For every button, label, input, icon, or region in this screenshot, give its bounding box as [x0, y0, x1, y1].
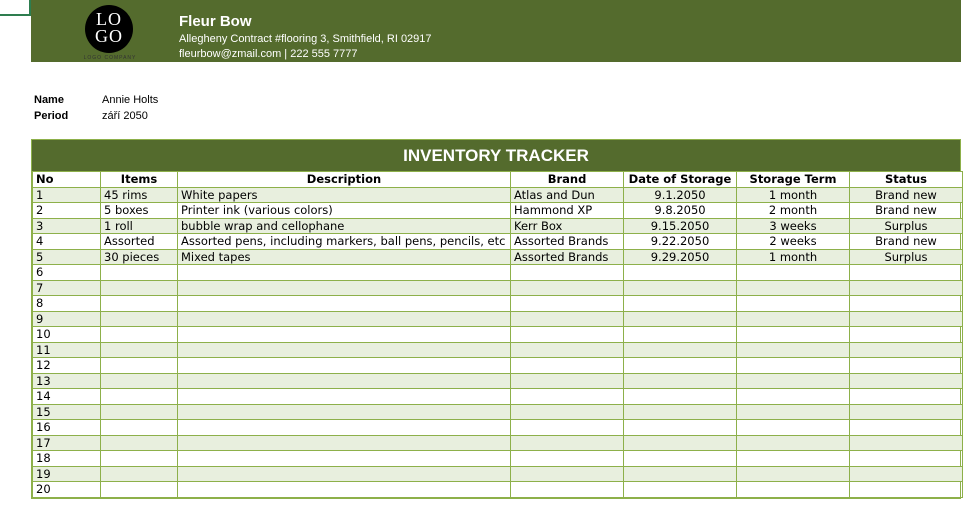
cell-description[interactable] [178, 342, 511, 358]
cell-description[interactable] [178, 373, 511, 389]
cell-status[interactable] [850, 435, 963, 451]
col-header-date-of-storage[interactable]: Date of Storage [624, 172, 737, 188]
cell-storage-term[interactable] [737, 342, 850, 358]
cell-date-of-storage[interactable] [624, 296, 737, 312]
cell-date-of-storage[interactable] [624, 311, 737, 327]
cell-items[interactable]: Assorted [101, 234, 178, 250]
cell-storage-term[interactable] [737, 265, 850, 281]
cell-storage-term[interactable] [737, 435, 850, 451]
cell-status[interactable] [850, 404, 963, 420]
table-row [33, 358, 963, 374]
table-row [33, 218, 963, 234]
cell-storage-term[interactable] [737, 296, 850, 312]
cell-status[interactable]: Brand new [850, 234, 963, 250]
col-header-storage-term[interactable]: Storage Term [737, 172, 850, 188]
cell-no[interactable]: 16 [33, 420, 101, 436]
cell-status[interactable]: Surplus [850, 249, 963, 265]
cell-no[interactable]: 14 [33, 389, 101, 405]
cell-description[interactable] [178, 404, 511, 420]
cell-brand[interactable] [511, 296, 624, 312]
table-row [33, 249, 963, 265]
cell-brand[interactable] [511, 420, 624, 436]
cell-storage-term[interactable]: 3 weeks [737, 218, 850, 234]
cell-date-of-storage[interactable] [624, 482, 737, 498]
name-value[interactable]: Annie Holts [102, 94, 159, 106]
cell-storage-term[interactable] [737, 373, 850, 389]
cell-no[interactable]: 9 [33, 311, 101, 327]
col-header-brand[interactable]: Brand [511, 172, 624, 188]
name-label: Name [34, 94, 64, 106]
cell-brand[interactable] [511, 358, 624, 374]
table-row [33, 466, 963, 482]
cell-brand[interactable] [511, 389, 624, 405]
cell-brand[interactable] [511, 482, 624, 498]
company-name: Fleur Bow [179, 13, 252, 30]
cell-status[interactable] [850, 327, 963, 343]
cell-brand[interactable]: Kerr Box [511, 218, 624, 234]
cell-items[interactable] [101, 404, 178, 420]
cell-brand[interactable]: Hammond XP [511, 203, 624, 219]
cell-description[interactable] [178, 482, 511, 498]
cell-description[interactable] [178, 420, 511, 436]
table-row [33, 482, 963, 498]
cell-status[interactable] [850, 265, 963, 281]
cell-date-of-storage[interactable]: 9.8.2050 [624, 203, 737, 219]
cell-items[interactable] [101, 358, 178, 374]
cell-description[interactable] [178, 296, 511, 312]
cell-brand[interactable]: Assorted Brands [511, 234, 624, 250]
cell-description[interactable] [178, 435, 511, 451]
table-row [33, 389, 963, 405]
cell-status[interactable]: Brand new [850, 187, 963, 203]
cell-items[interactable] [101, 311, 178, 327]
cell-no[interactable]: 11 [33, 342, 101, 358]
cell-status[interactable]: Brand new [850, 203, 963, 219]
cell-brand[interactable] [511, 451, 624, 467]
cell-description[interactable]: bubble wrap and cellophane [178, 218, 511, 234]
table-row [33, 342, 963, 358]
company-contact: fleurbow@zmail.com | 222 555 7777 [179, 48, 358, 60]
cell-description[interactable] [178, 466, 511, 482]
cell-items[interactable] [101, 327, 178, 343]
cell-date-of-storage[interactable] [624, 466, 737, 482]
cell-date-of-storage[interactable] [624, 451, 737, 467]
cell-no[interactable]: 13 [33, 373, 101, 389]
cell-date-of-storage[interactable]: 9.29.2050 [624, 249, 737, 265]
cell-description[interactable]: Mixed tapes [178, 249, 511, 265]
cell-storage-term[interactable] [737, 311, 850, 327]
cell-items[interactable] [101, 265, 178, 281]
cell-no[interactable]: 1 [33, 187, 101, 203]
cell-status[interactable] [850, 280, 963, 296]
cell-date-of-storage[interactable] [624, 420, 737, 436]
cell-status[interactable] [850, 451, 963, 467]
cell-status[interactable] [850, 296, 963, 312]
table-row [33, 296, 963, 312]
cell-status[interactable] [850, 358, 963, 374]
cell-brand[interactable] [511, 265, 624, 281]
cell-items[interactable] [101, 435, 178, 451]
cell-brand[interactable] [511, 280, 624, 296]
cell-selection-marker [0, 0, 34, 16]
cell-storage-term[interactable]: 2 weeks [737, 234, 850, 250]
col-header-no[interactable]: No [33, 172, 101, 188]
cell-status[interactable] [850, 373, 963, 389]
cell-no[interactable]: 6 [33, 265, 101, 281]
cell-status[interactable] [850, 466, 963, 482]
cell-date-of-storage[interactable]: 9.15.2050 [624, 218, 737, 234]
cell-description[interactable]: Assorted pens, including markers, ball pens, pencils, etc [178, 234, 511, 250]
cell-items[interactable] [101, 342, 178, 358]
cell-brand[interactable] [511, 466, 624, 482]
cell-description[interactable] [178, 451, 511, 467]
cell-date-of-storage[interactable] [624, 389, 737, 405]
cell-items[interactable] [101, 420, 178, 436]
cell-status[interactable]: Surplus [850, 218, 963, 234]
cell-items[interactable] [101, 389, 178, 405]
cell-no[interactable]: 2 [33, 203, 101, 219]
cell-storage-term[interactable] [737, 451, 850, 467]
cell-description[interactable] [178, 358, 511, 374]
cell-no[interactable]: 7 [33, 280, 101, 296]
cell-date-of-storage[interactable] [624, 280, 737, 296]
cell-date-of-storage[interactable] [624, 358, 737, 374]
period-value[interactable]: září 2050 [102, 110, 148, 122]
cell-no[interactable]: 12 [33, 358, 101, 374]
cell-date-of-storage[interactable] [624, 373, 737, 389]
cell-brand[interactable] [511, 327, 624, 343]
cell-storage-term[interactable] [737, 280, 850, 296]
cell-storage-term[interactable] [737, 358, 850, 374]
cell-no[interactable]: 5 [33, 249, 101, 265]
cell-brand[interactable]: Assorted Brands [511, 249, 624, 265]
cell-no[interactable]: 19 [33, 466, 101, 482]
cell-no[interactable]: 15 [33, 404, 101, 420]
cell-storage-term[interactable]: 1 month [737, 187, 850, 203]
cell-storage-term[interactable] [737, 404, 850, 420]
cell-storage-term[interactable] [737, 466, 850, 482]
table-row [33, 203, 963, 219]
table-row [33, 187, 963, 203]
table-row [33, 327, 963, 343]
cell-storage-term[interactable] [737, 482, 850, 498]
cell-date-of-storage[interactable] [624, 327, 737, 343]
cell-items[interactable]: 1 roll [101, 218, 178, 234]
cell-items[interactable] [101, 280, 178, 296]
cell-items[interactable] [101, 466, 178, 482]
cell-date-of-storage[interactable] [624, 265, 737, 281]
cell-no[interactable]: 3 [33, 218, 101, 234]
period-label: Period [34, 110, 69, 122]
company-header [31, 0, 961, 62]
cell-date-of-storage[interactable]: 9.22.2050 [624, 234, 737, 250]
company-address: Allegheny Contract #flooring 3, Smithfield, RI 02917 [179, 33, 432, 45]
cell-no[interactable]: 20 [33, 482, 101, 498]
cell-no[interactable]: 4 [33, 234, 101, 250]
cell-items[interactable] [101, 482, 178, 498]
table-row [33, 280, 963, 296]
cell-status[interactable] [850, 389, 963, 405]
cell-description[interactable]: Printer ink (various colors) [178, 203, 511, 219]
cell-description[interactable] [178, 389, 511, 405]
table-row [33, 435, 963, 451]
cell-brand[interactable] [511, 373, 624, 389]
cell-no[interactable]: 8 [33, 296, 101, 312]
table-row [33, 311, 963, 327]
cell-items[interactable]: 5 boxes [101, 203, 178, 219]
cell-status[interactable] [850, 342, 963, 358]
table-row [33, 234, 963, 250]
cell-no[interactable]: 18 [33, 451, 101, 467]
cell-date-of-storage[interactable]: 9.1.2050 [624, 187, 737, 203]
cell-no[interactable]: 10 [33, 327, 101, 343]
cell-status[interactable] [850, 482, 963, 498]
cell-storage-term[interactable] [737, 389, 850, 405]
cell-description[interactable] [178, 280, 511, 296]
cell-description[interactable] [178, 265, 511, 281]
cell-storage-term[interactable]: 1 month [737, 249, 850, 265]
cell-storage-term[interactable] [737, 420, 850, 436]
cell-no[interactable]: 17 [33, 435, 101, 451]
company-logo: LO GO [85, 5, 133, 53]
col-header-items[interactable]: Items [101, 172, 178, 188]
cell-items[interactable] [101, 296, 178, 312]
cell-items[interactable]: 45 rims [101, 187, 178, 203]
table-row [33, 265, 963, 281]
table-row [33, 373, 963, 389]
cell-description[interactable] [178, 311, 511, 327]
cell-brand[interactable] [511, 435, 624, 451]
table-row [33, 420, 963, 436]
col-header-description[interactable]: Description [178, 172, 511, 188]
table-header-row [33, 172, 963, 188]
cell-brand[interactable] [511, 311, 624, 327]
cell-storage-term[interactable]: 2 month [737, 203, 850, 219]
cell-status[interactable] [850, 420, 963, 436]
cell-brand[interactable]: Atlas and Dun [511, 187, 624, 203]
cell-date-of-storage[interactable] [624, 404, 737, 420]
table-row [33, 451, 963, 467]
cell-items[interactable] [101, 373, 178, 389]
inventory-table [32, 171, 963, 498]
logo-caption: LOGO COMPANY [83, 55, 137, 61]
table-row [33, 404, 963, 420]
cell-status[interactable] [850, 311, 963, 327]
col-header-status[interactable]: Status [850, 172, 963, 188]
inventory-tracker [31, 139, 961, 499]
cell-storage-term[interactable] [737, 327, 850, 343]
cell-date-of-storage[interactable] [624, 342, 737, 358]
cell-description[interactable] [178, 327, 511, 343]
tracker-title: INVENTORY TRACKER [32, 140, 960, 171]
cell-description[interactable]: White papers [178, 187, 511, 203]
cell-brand[interactable] [511, 342, 624, 358]
cell-brand[interactable] [511, 404, 624, 420]
cell-items[interactable]: 30 pieces [101, 249, 178, 265]
cell-date-of-storage[interactable] [624, 435, 737, 451]
cell-items[interactable] [101, 451, 178, 467]
